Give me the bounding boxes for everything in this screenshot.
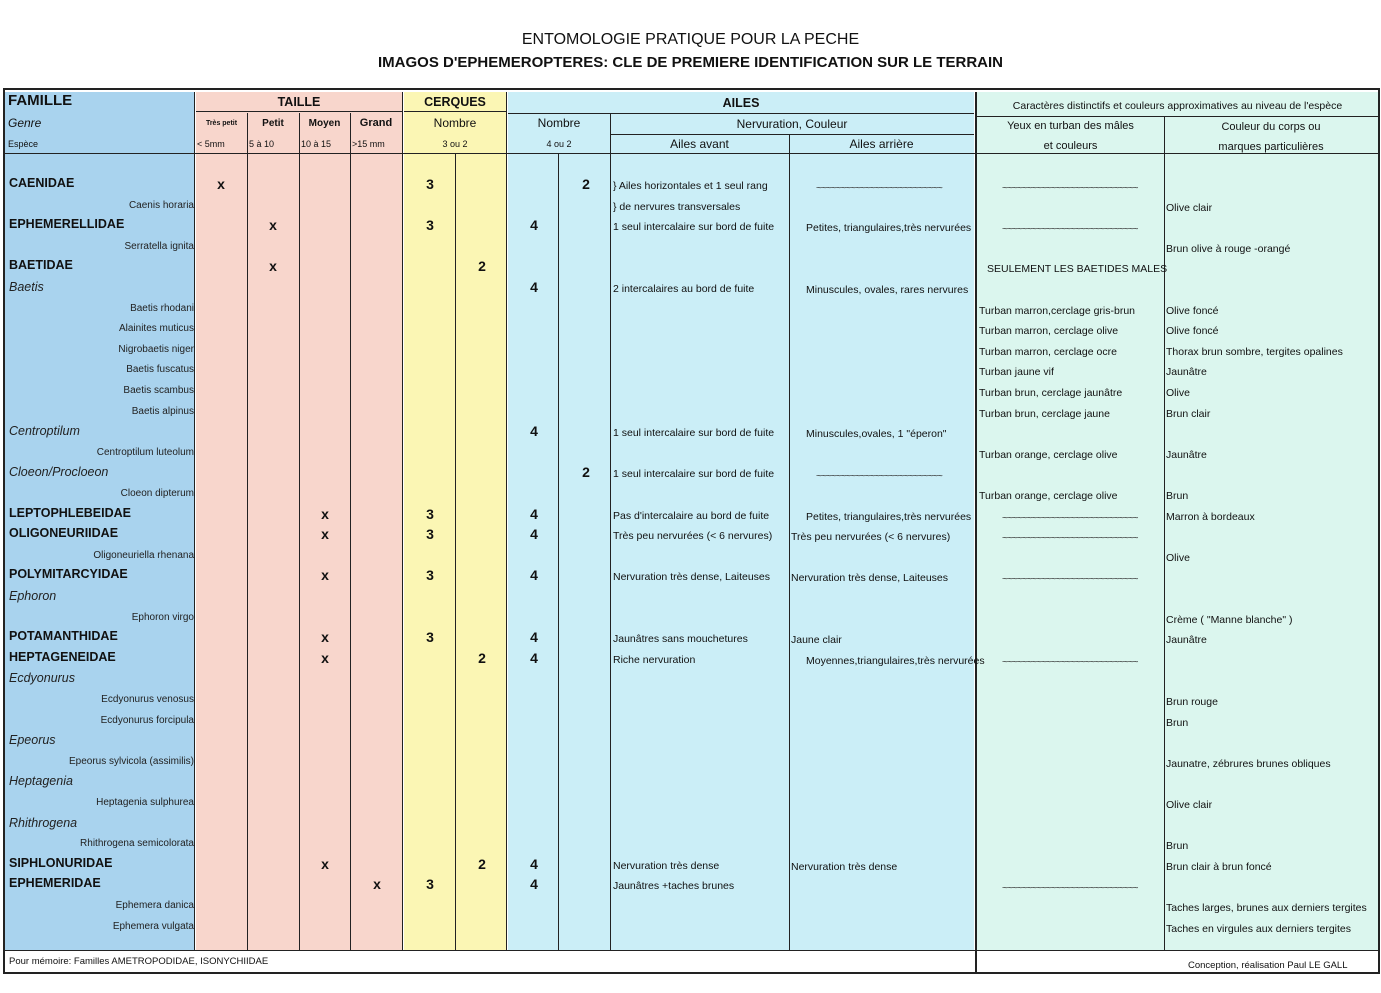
corps-text: Taches larges, brunes aux derniers tergites: [1166, 902, 1367, 914]
corps-text: Jaunâtre: [1166, 448, 1207, 461]
taille-mark: x: [373, 876, 381, 893]
taille-mark: x: [321, 855, 329, 872]
ailes-avant-text: 2 intercalaires au bord de fuite: [613, 283, 755, 295]
ailes-value: 4: [530, 629, 538, 646]
taille-range-3: >15 mm: [352, 139, 385, 149]
caract-header-line: [977, 116, 1378, 117]
genus-name: Cloeon/Procloeon: [9, 465, 109, 480]
yeux-text: Turban jaune vif: [979, 366, 1054, 379]
taille-header-line: [196, 111, 402, 112]
col-sep: [789, 134, 790, 950]
yeux-text: ~~~~~~~~~~~~~~~~~~~~~~~~~~~~: [1002, 183, 1138, 194]
family-name: EPHEMERELLIDAE: [9, 217, 125, 232]
ailes-arriere-text: ~~~~~~~~~~~~~~~~~~~~~~~~~~: [816, 183, 942, 194]
cerques-value: 2: [478, 649, 486, 666]
yeux-text: Turban brun, cerclage jaune: [979, 407, 1110, 420]
taille-col-3: Grand: [359, 117, 393, 129]
species-name: Epeorus sylvicola (assimilis): [68, 755, 194, 767]
ailes-avant-text: 1 seul intercalaire sur bord de fuite: [613, 468, 775, 481]
ailes-arriere-text: Nervuration très dense: [791, 860, 898, 873]
corps-text: Olive clair: [1166, 201, 1213, 214]
ailes-value: 4: [530, 649, 538, 666]
corps-text: Jaunâtre: [1166, 634, 1207, 647]
cerques-header-line: [404, 111, 506, 112]
ailes-value: 2: [582, 464, 590, 481]
ailes-arriere-text: Petites, triangulaires,très nervurées: [806, 510, 972, 523]
taille-range-1: 5 à 10: [249, 139, 275, 149]
ailes-avant-text: Nervuration très dense: [613, 859, 720, 872]
species-name: Centroptilum luteolum: [96, 446, 194, 458]
ailes-value: 4: [530, 279, 538, 295]
col-sep: [350, 113, 351, 950]
family-name: EPHEMERIDAE: [9, 876, 101, 891]
corps-text: Brun clair à brun foncé: [1166, 860, 1272, 873]
species-name: Baetis rhodani: [130, 302, 194, 314]
species-name: Baetis scambus: [123, 385, 194, 396]
corps-text: Olive foncé: [1166, 325, 1219, 338]
cerques-values: 3 ou 2: [442, 139, 468, 149]
ailes-arriere-text: Minuscules,ovales, 1 "éperon": [806, 428, 947, 441]
ailes-arriere-text: Petites, triangulaires,très nervurées: [806, 222, 972, 235]
yeux-text: Turban marron,cerclage gris-brun: [979, 304, 1136, 317]
species-name: Serratella ignita: [124, 240, 194, 252]
yeux-text: Turban orange, cerclage olive: [979, 448, 1118, 461]
corps-text: Brun rouge: [1166, 696, 1218, 708]
yeux-text: Turban orange, cerclage olive: [979, 490, 1118, 502]
ailes-avant-text: Nervuration très dense, Laiteuses: [613, 571, 771, 584]
col-sep: [247, 113, 248, 950]
col-sep: [610, 113, 611, 950]
ailes-arriere-header: Ailes arrière: [849, 137, 914, 151]
corps-text: Brun: [1166, 490, 1189, 502]
ailes-arriere-text: Moyennes,triangulaires,très nervurées: [806, 654, 985, 667]
nervuration-header-line: [610, 134, 974, 135]
cerques-nombre: Nombre: [433, 116, 477, 130]
taille-mark: x: [269, 217, 277, 234]
taille-mark: x: [321, 567, 329, 584]
species-name: Caenis horaria: [128, 199, 194, 211]
caract-header: Caractères distinctifs et couleurs approximatives au niveau de l'espèce: [1012, 100, 1343, 112]
ailes-arriere-text: Nervuration très dense, Laiteuses: [791, 572, 949, 585]
genus-name: Heptagenia: [9, 774, 73, 789]
ailes-arriere-text: Très peu nervurées (< 6 nervures): [791, 531, 951, 544]
genus-name: Baetis: [9, 280, 44, 294]
family-name: SIPHLONURIDAE: [9, 855, 113, 870]
yeux-text: ~~~~~~~~~~~~~~~~~~~~~~~~~~~~: [1002, 574, 1138, 586]
species-name: Rhithrogena semicolorata: [80, 838, 194, 850]
yeux-header-1: Yeux en turban des mâles: [1007, 120, 1134, 132]
col-sep: [506, 92, 507, 950]
yeux-text: ~~~~~~~~~~~~~~~~~~~~~~~~~~~~: [1002, 883, 1138, 895]
footer-memoire: Pour mémoire: Familles AMETROPODIDAE, ISONYCHIIDAE: [9, 956, 269, 967]
ailes-value: 4: [530, 526, 538, 543]
family-name: LEPTOPHLEBEIDAE: [9, 505, 132, 520]
corps-text: Jaunatre, zébrures brunes obliques: [1166, 757, 1331, 770]
corps-text: Jaunâtre: [1166, 366, 1207, 379]
page-subtitle: IMAGOS D'EPHEMEROPTERES: CLE DE PREMIERE IDENTIFICATION SUR LE TERRAIN: [378, 54, 1003, 71]
species-name: Ecdyonurus forcipula: [100, 714, 194, 726]
cerques-value: 3: [426, 629, 434, 646]
species-name: Cloeon dipterum: [120, 488, 194, 499]
frame-left: [3, 88, 5, 974]
family-name: HEPTAGENEIDAE: [9, 649, 116, 664]
ailes-arriere-text: ~~~~~~~~~~~~~~~~~~~~~~~~~~: [816, 471, 942, 483]
col-sep: [558, 153, 559, 950]
header-ailes: AILES: [722, 96, 760, 110]
family-name: POLYMITARCYIDAE: [9, 567, 128, 582]
corps-text: Taches en virgules aux derniers tergites: [1166, 922, 1352, 935]
ailes-value: 2: [582, 176, 590, 192]
col-sep: [299, 113, 300, 950]
taille-mark: x: [217, 176, 225, 192]
ailes-values: 4 ou 2: [546, 139, 572, 149]
yeux-text: ~~~~~~~~~~~~~~~~~~~~~~~~~~~~: [1002, 512, 1138, 524]
cerques-value: 3: [426, 176, 434, 192]
yeux-text: Turban marron, cerclage ocre: [979, 345, 1117, 358]
corps-text: Brun: [1166, 716, 1189, 729]
cerques-value: 3: [426, 217, 434, 234]
species-name: Nigrobaetis niger: [118, 343, 194, 355]
ailes-avant-text: } Ailes horizontales et 1 seul rang: [613, 180, 768, 192]
corps-header-1: Couleur du corps ou: [1221, 121, 1321, 133]
genus-name: Centroptilum: [9, 424, 80, 439]
yeux-header-2: et couleurs: [1043, 140, 1098, 152]
taille-mark: x: [321, 629, 329, 646]
frame-bottom: [3, 972, 1380, 974]
yeux-text: ~~~~~~~~~~~~~~~~~~~~~~~~~~~~: [1002, 533, 1138, 545]
corps-text: Brun olive à rouge -orangé: [1166, 242, 1291, 255]
taille-range-2: 10 à 15: [301, 139, 332, 149]
ailes-header-line: [508, 113, 974, 114]
taille-col-2: Moyen: [308, 118, 341, 129]
col-sep: [1164, 116, 1165, 950]
taille-mark: x: [269, 258, 277, 275]
col-sep: [455, 153, 456, 950]
yeux-text: ~~~~~~~~~~~~~~~~~~~~~~~~~~~~: [1002, 224, 1138, 236]
frame-right: [1378, 88, 1380, 974]
footer-split: [975, 92, 977, 972]
ailes-arriere-text: Minuscules, ovales, rares nervures: [806, 284, 969, 296]
ailes-value: 4: [530, 505, 538, 522]
genus-name: Epeorus: [9, 733, 56, 748]
taille-mark: x: [321, 505, 329, 522]
taille-mark: x: [321, 526, 329, 543]
corps-text: Thorax brun sombre, tergites opalines: [1166, 345, 1343, 358]
ailes-value: 4: [530, 876, 538, 893]
family-name: CAENIDAE: [9, 176, 75, 190]
ailes-avant-text: Jaunâtres +taches brunes: [613, 880, 735, 893]
corps-text: Crème ( "Manne blanche" ): [1166, 613, 1293, 626]
family-name: BAETIDAE: [9, 258, 73, 273]
yeux-text: Turban marron, cerclage olive: [979, 325, 1119, 338]
yeux-text: SEULEMENT LES BAETIDES MALES: [987, 263, 1168, 276]
ailes-value: 4: [530, 423, 538, 440]
header-genre: Genre: [8, 116, 42, 130]
header-bottom-line: [5, 153, 1378, 154]
genus-name: Rhithrogena: [9, 815, 78, 830]
footer-credit: Conception, réalisation Paul LE GALL: [1188, 960, 1348, 971]
header-cerques: CERQUES: [424, 95, 486, 109]
ailes-avant-text: Pas d'intercalaire au bord de fuite: [613, 509, 770, 522]
corps-text: Marron à bordeaux: [1166, 510, 1255, 523]
ailes-value: 4: [530, 217, 538, 234]
ailes-avant-text: Très peu nervurées (< 6 nervures): [613, 530, 773, 543]
genus-name: Ecdyonurus: [9, 671, 76, 686]
species-name: Ephemera vulgata: [112, 920, 194, 932]
corps-text: Brun: [1166, 840, 1189, 853]
corps-text: Olive: [1166, 387, 1190, 399]
ailes-avant-text: 1 seul intercalaire sur bord de fuite: [613, 221, 775, 234]
nervuration-header: Nervuration, Couleur: [736, 117, 848, 131]
corps-text: Olive: [1166, 551, 1190, 564]
taille-mark: x: [321, 649, 329, 666]
ailes-arriere-text: Jaune clair: [791, 634, 842, 647]
cerques-value: 2: [478, 258, 486, 275]
ailes-value: 4: [530, 855, 538, 872]
species-name: Oligoneuriella rhenana: [93, 549, 194, 561]
species-name: Heptagenia sulphurea: [96, 797, 194, 808]
page-title: ENTOMOLOGIE PRATIQUE POUR LA PECHE: [521, 31, 860, 48]
cerques-value: 2: [478, 855, 486, 872]
col-sep: [194, 92, 195, 950]
genus-name: Ephoron: [9, 589, 57, 603]
species-name: Ephemera danica: [115, 900, 194, 911]
cerques-value: 3: [426, 567, 434, 584]
footer-line: [3, 950, 1380, 951]
species-name: Ephoron virgo: [131, 611, 194, 623]
species-name: Alainites muticus: [118, 323, 194, 335]
frame-top: [3, 88, 1380, 90]
ailes-avant-text: } de nervures transversales: [613, 200, 741, 213]
cerques-value: 3: [426, 505, 434, 522]
yeux-text: ~~~~~~~~~~~~~~~~~~~~~~~~~~~~: [1002, 656, 1138, 668]
ailes-nombre: Nombre: [537, 116, 581, 130]
corps-text: Olive foncé: [1166, 304, 1219, 317]
species-name: Baetis fuscatus: [126, 364, 194, 376]
yeux-text: Turban brun, cerclage jaunâtre: [979, 387, 1123, 399]
ailes-value: 4: [530, 567, 538, 584]
ailes-avant-header: Ailes avant: [670, 137, 729, 151]
taille-col-1: Petit: [262, 118, 284, 129]
family-name: POTAMANTHIDAE: [9, 629, 118, 644]
ailes-avant-text: Jaunâtres sans mouchetures: [613, 633, 748, 646]
corps-text: Olive clair: [1166, 799, 1213, 811]
ailes-avant-text: Riche nervuration: [613, 653, 696, 666]
corps-text: Brun clair: [1166, 407, 1211, 420]
header-espece: Espèce: [8, 139, 39, 149]
family-name: OLIGONEURIIDAE: [9, 526, 119, 541]
species-name: Baetis alpinus: [131, 405, 194, 417]
cerques-value: 3: [426, 526, 434, 543]
header-famille: FAMILLE: [8, 92, 73, 109]
ailes-avant-text: 1 seul intercalaire sur bord de fuite: [613, 427, 775, 440]
cerques-value: 3: [426, 876, 434, 893]
taille-col-0: Très petit: [205, 120, 238, 127]
col-sep: [402, 92, 403, 950]
species-name: Ecdyonurus venosus: [101, 694, 194, 705]
header-taille: TAILLE: [277, 95, 321, 109]
taille-range-0: < 5mm: [197, 139, 225, 149]
corps-header-2: marques particulières: [1218, 141, 1324, 153]
